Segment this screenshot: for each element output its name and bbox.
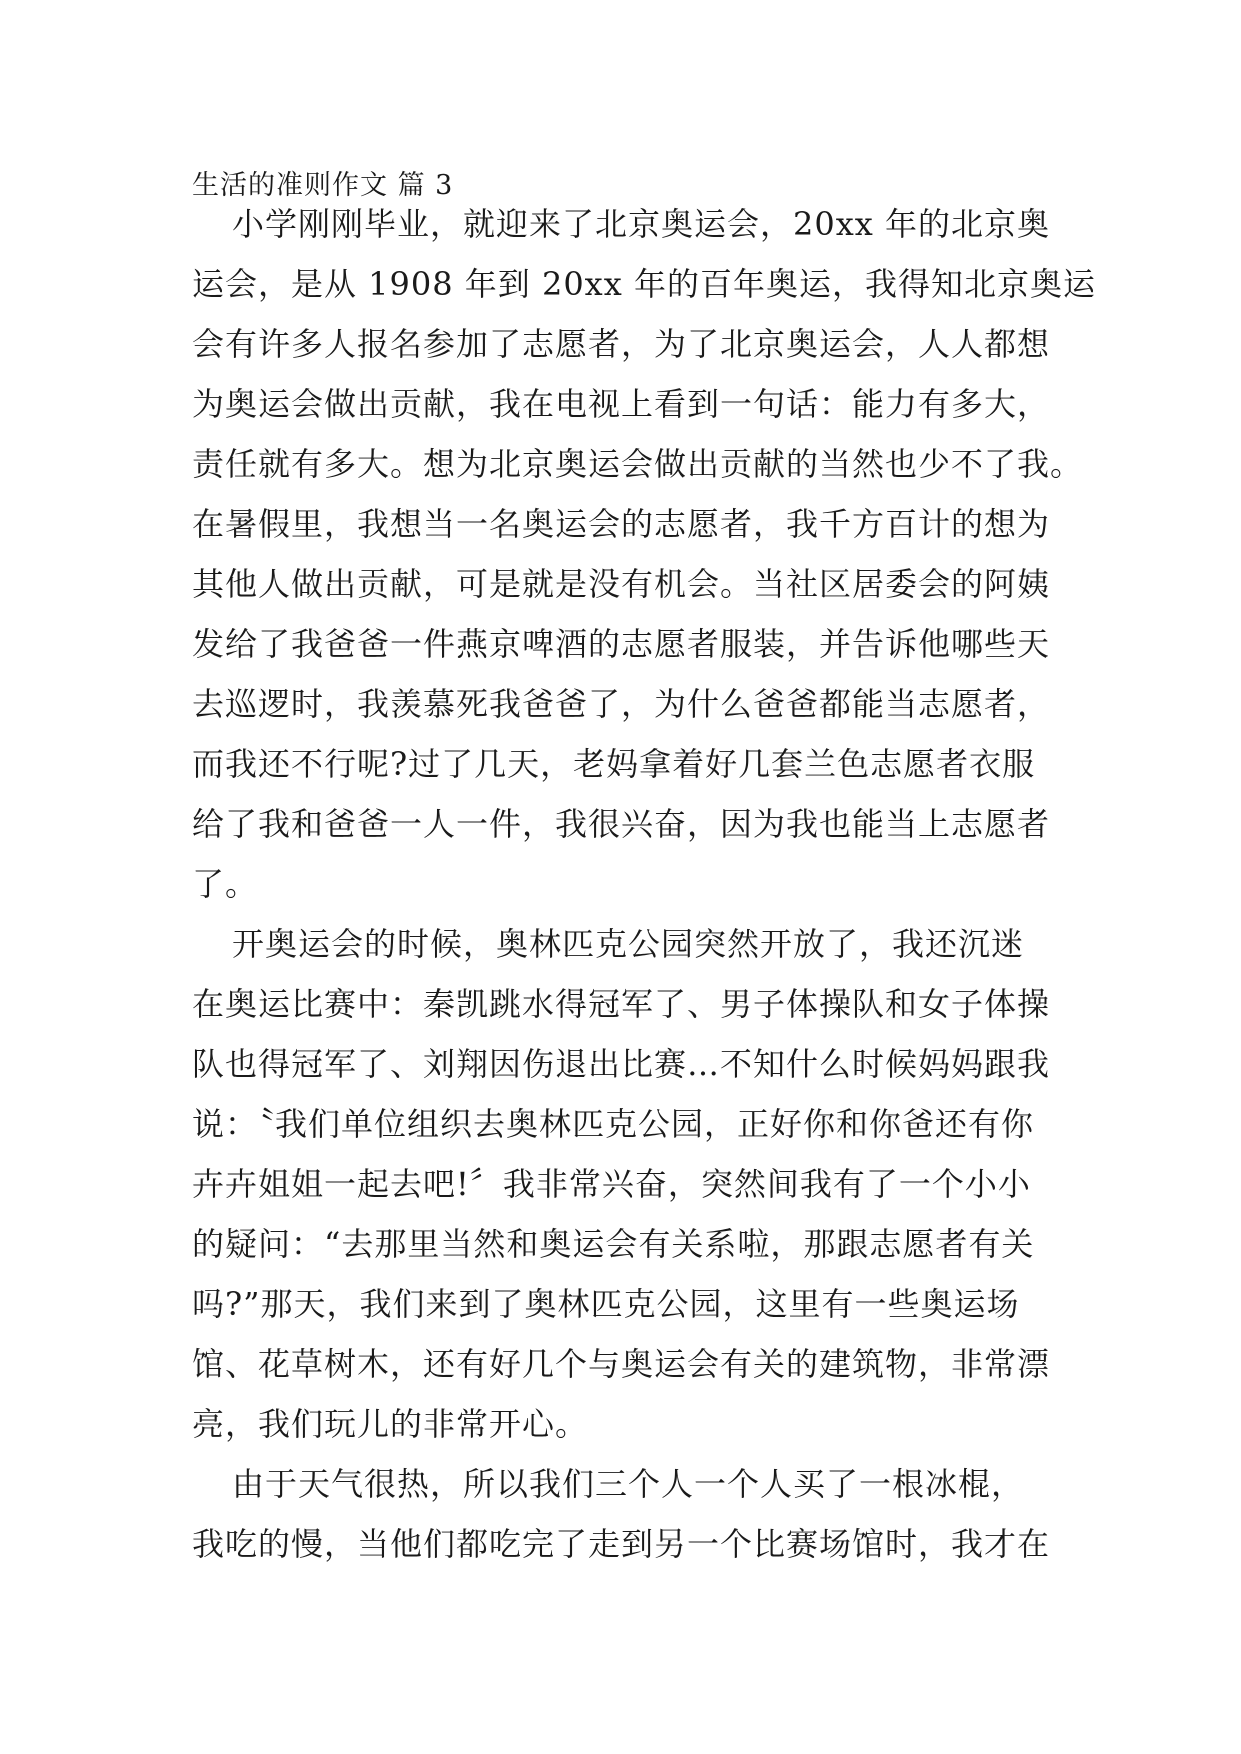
paragraph-1-line-7: 其他人做出贡献，可是就是没有机会。当社区居委会的阿姨 <box>192 565 1051 603</box>
paragraph-1-line-11: 给了我和爸爸一人一件，我很兴奋，因为我也能当上志愿者 <box>192 805 1051 843</box>
paragraph-1-line-9: 去巡逻时，我羡慕死我爸爸了，为什么爸爸都能当志愿者， <box>192 685 1051 723</box>
paragraph-3-line-2: 我吃的慢，当他们都吃完了走到另一个比赛场馆时，我才在 <box>192 1525 1051 1563</box>
paragraph-1-line-8: 发给了我爸爸一件燕京啤酒的志愿者服装，并告诉他哪些天 <box>192 625 1051 663</box>
paragraph-2-line-7: 吗?”那天，我们来到了奥林匹克公园，这里有一些奥运场 <box>192 1285 1020 1323</box>
paragraph-1-line-4: 为奥运会做出贡献，我在电视上看到一句话：能力有多大， <box>192 385 1051 423</box>
paragraph-2-line-5: 卉卉姐姐一起去吧!〞我非常兴奋，突然间我有了一个小小 <box>192 1165 1031 1203</box>
paragraph-3-line-1: 由于天气很热，所以我们三个人一个人买了一根冰棍， <box>232 1465 1025 1503</box>
paragraph-1-line-1: 小学刚刚毕业，就迎来了北京奥运会，20xx 年的北京奥 <box>232 205 1050 243</box>
paragraph-2-line-3: 队也得冠军了、刘翔因伤退出比赛…不知什么时候妈妈跟我 <box>192 1045 1051 1083</box>
paragraph-2-line-1: 开奥运会的时候，奥林匹克公园突然开放了，我还沉迷 <box>232 925 1025 963</box>
document-title: 生活的准则作文 篇 3 <box>192 170 454 201</box>
paragraph-2-line-6: 的疑问：“去那里当然和奥运会有关系啦，那跟志愿者有关 <box>192 1225 1035 1263</box>
paragraph-2-line-9: 亮，我们玩儿的非常开心。 <box>192 1405 589 1443</box>
paragraph-1-line-12: 了。 <box>192 865 259 903</box>
paragraph-2-line-2: 在奥运比赛中：秦凯跳水得冠军了、男子体操队和女子体操 <box>192 985 1051 1023</box>
paragraph-1-line-2: 运会，是从 1908 年到 20xx 年的百年奥运，我得知北京奥运 <box>192 265 1096 303</box>
paragraph-2-line-4: 说：〝我们单位组织去奥林匹克公园，正好你和你爸还有你 <box>192 1105 1035 1143</box>
paragraph-1-line-3: 会有许多人报名参加了志愿者，为了北京奥运会，人人都想 <box>192 325 1051 363</box>
paragraph-1-line-6: 在暑假里，我想当一名奥运会的志愿者，我千方百计的想为 <box>192 505 1051 543</box>
paragraph-1-line-5: 责任就有多大。想为北京奥运会做出贡献的当然也少不了我。 <box>192 445 1084 483</box>
paragraph-2-line-8: 馆、花草树木，还有好几个与奥运会有关的建筑物，非常漂 <box>192 1345 1051 1383</box>
paragraph-1-line-10: 而我还不行呢?过了几天，老妈拿着好几套兰色志愿者衣服 <box>192 745 1036 783</box>
